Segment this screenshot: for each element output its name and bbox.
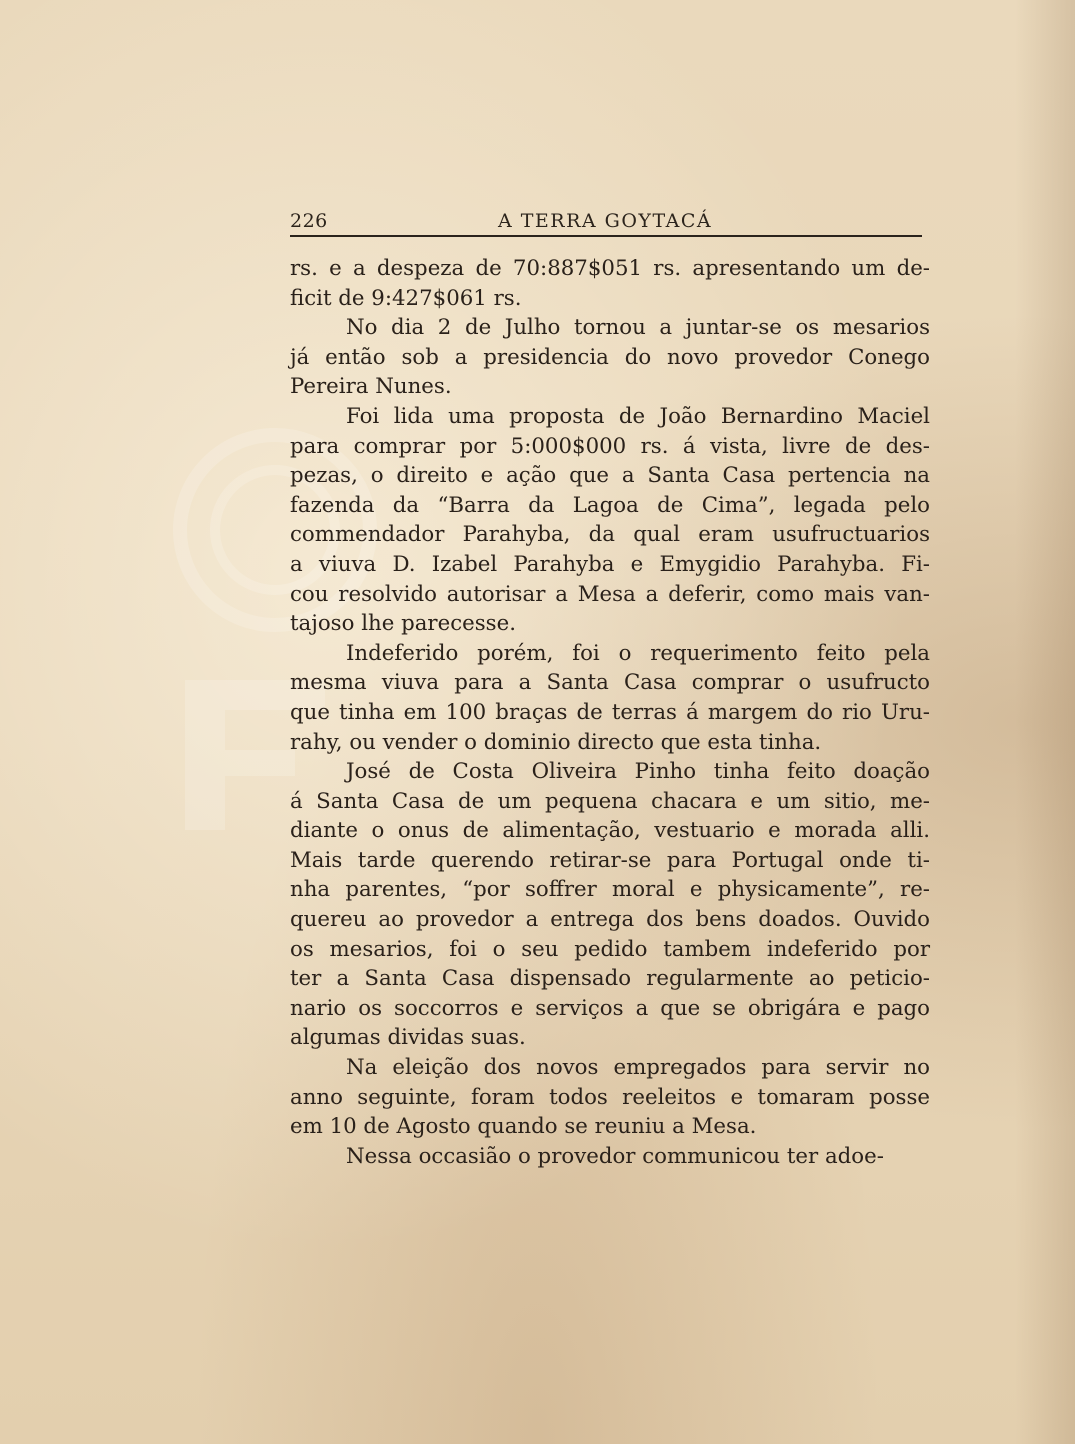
text-line: Mais tarde querendo retirar-se para Portugal onde ti-: [290, 847, 930, 873]
text-line: que tinha em 100 braças de terras á margem do rio Uru-: [290, 699, 930, 725]
text-line: Pereira Nunes.: [290, 374, 452, 400]
text-line: rahy, ou vender o dominio directo que esta tinha.: [290, 729, 822, 755]
text-line: nha parentes, “por soffrer moral e physicamente”, re-: [290, 877, 930, 903]
text-line: tajoso lhe parecesse.: [290, 611, 516, 637]
page-edge-shadow: [1015, 0, 1075, 1444]
body-text: [290, 254, 930, 1171]
header-divider: [290, 235, 922, 237]
text-line: ter a Santa Casa dispensado regularmente ao peticio-: [290, 966, 930, 992]
text-line: á Santa Casa de um pequena chacara e um sitio, me-: [290, 788, 930, 814]
text-line: Nessa occasião o provedor communicou ter adoe-: [346, 1143, 884, 1169]
text-line: commendador Parahyba, da qual eram usufructuarios: [290, 522, 930, 548]
text-line: No dia 2 de Julho tornou a juntar-se os mesarios: [346, 315, 930, 341]
text-line: já então sob a presidencia do novo provedor Conego: [290, 344, 930, 370]
text-line: fazenda da “Barra da Lagoa de Cima”, legada pelo: [290, 492, 930, 518]
text-line: cou resolvido autorisar a Mesa a deferir, como mais van-: [290, 581, 930, 607]
text-line: ficit de 9:427$061 rs.: [290, 285, 522, 311]
text-line: rs. e a despeza de 70:887$051 rs. apresentando um de-: [290, 256, 930, 281]
text-line: Na eleição dos novos empregados para servir no: [346, 1055, 930, 1081]
text-line: quereu ao provedor a entrega dos bens doados. Ouvido: [290, 907, 930, 933]
page-header: [290, 206, 920, 236]
text-line: os mesarios, foi o seu pedido tambem indeferido por: [290, 936, 930, 962]
text-line: para comprar por 5:000$000 rs. á vista, livre de des-: [290, 433, 930, 459]
text-line: em 10 de Agosto quando se reuniu a Mesa.: [290, 1114, 757, 1140]
text-line: algumas dividas suas.: [290, 1025, 526, 1051]
page-number: 226: [290, 210, 328, 232]
text-line: José de Costa Oliveira Pinho tinha feito doação: [346, 759, 930, 785]
text-line: a viuva D. Izabel Parahyba e Emygidio Parahyba. Fi-: [290, 551, 930, 577]
text-line: anno seguinte, foram todos reeleitos e tomaram posse: [290, 1084, 930, 1110]
text-line: Foi lida uma proposta de João Bernardino Maciel: [346, 403, 930, 429]
text-line: pezas, o direito e ação que a Santa Casa pertencia na: [290, 463, 930, 489]
text-line: nario os soccorros e serviços a que se obrigára e pago: [290, 995, 930, 1021]
text-line: mesma viuva para a Santa Casa comprar o usufructo: [290, 670, 930, 696]
text-line: diante o onus de alimentação, vestuario e morada alli.: [290, 818, 930, 844]
running-title: A TERRA GOYTACÁ: [498, 210, 713, 232]
text-line: Indeferido porém, foi o requerimento feito pela: [346, 640, 930, 666]
